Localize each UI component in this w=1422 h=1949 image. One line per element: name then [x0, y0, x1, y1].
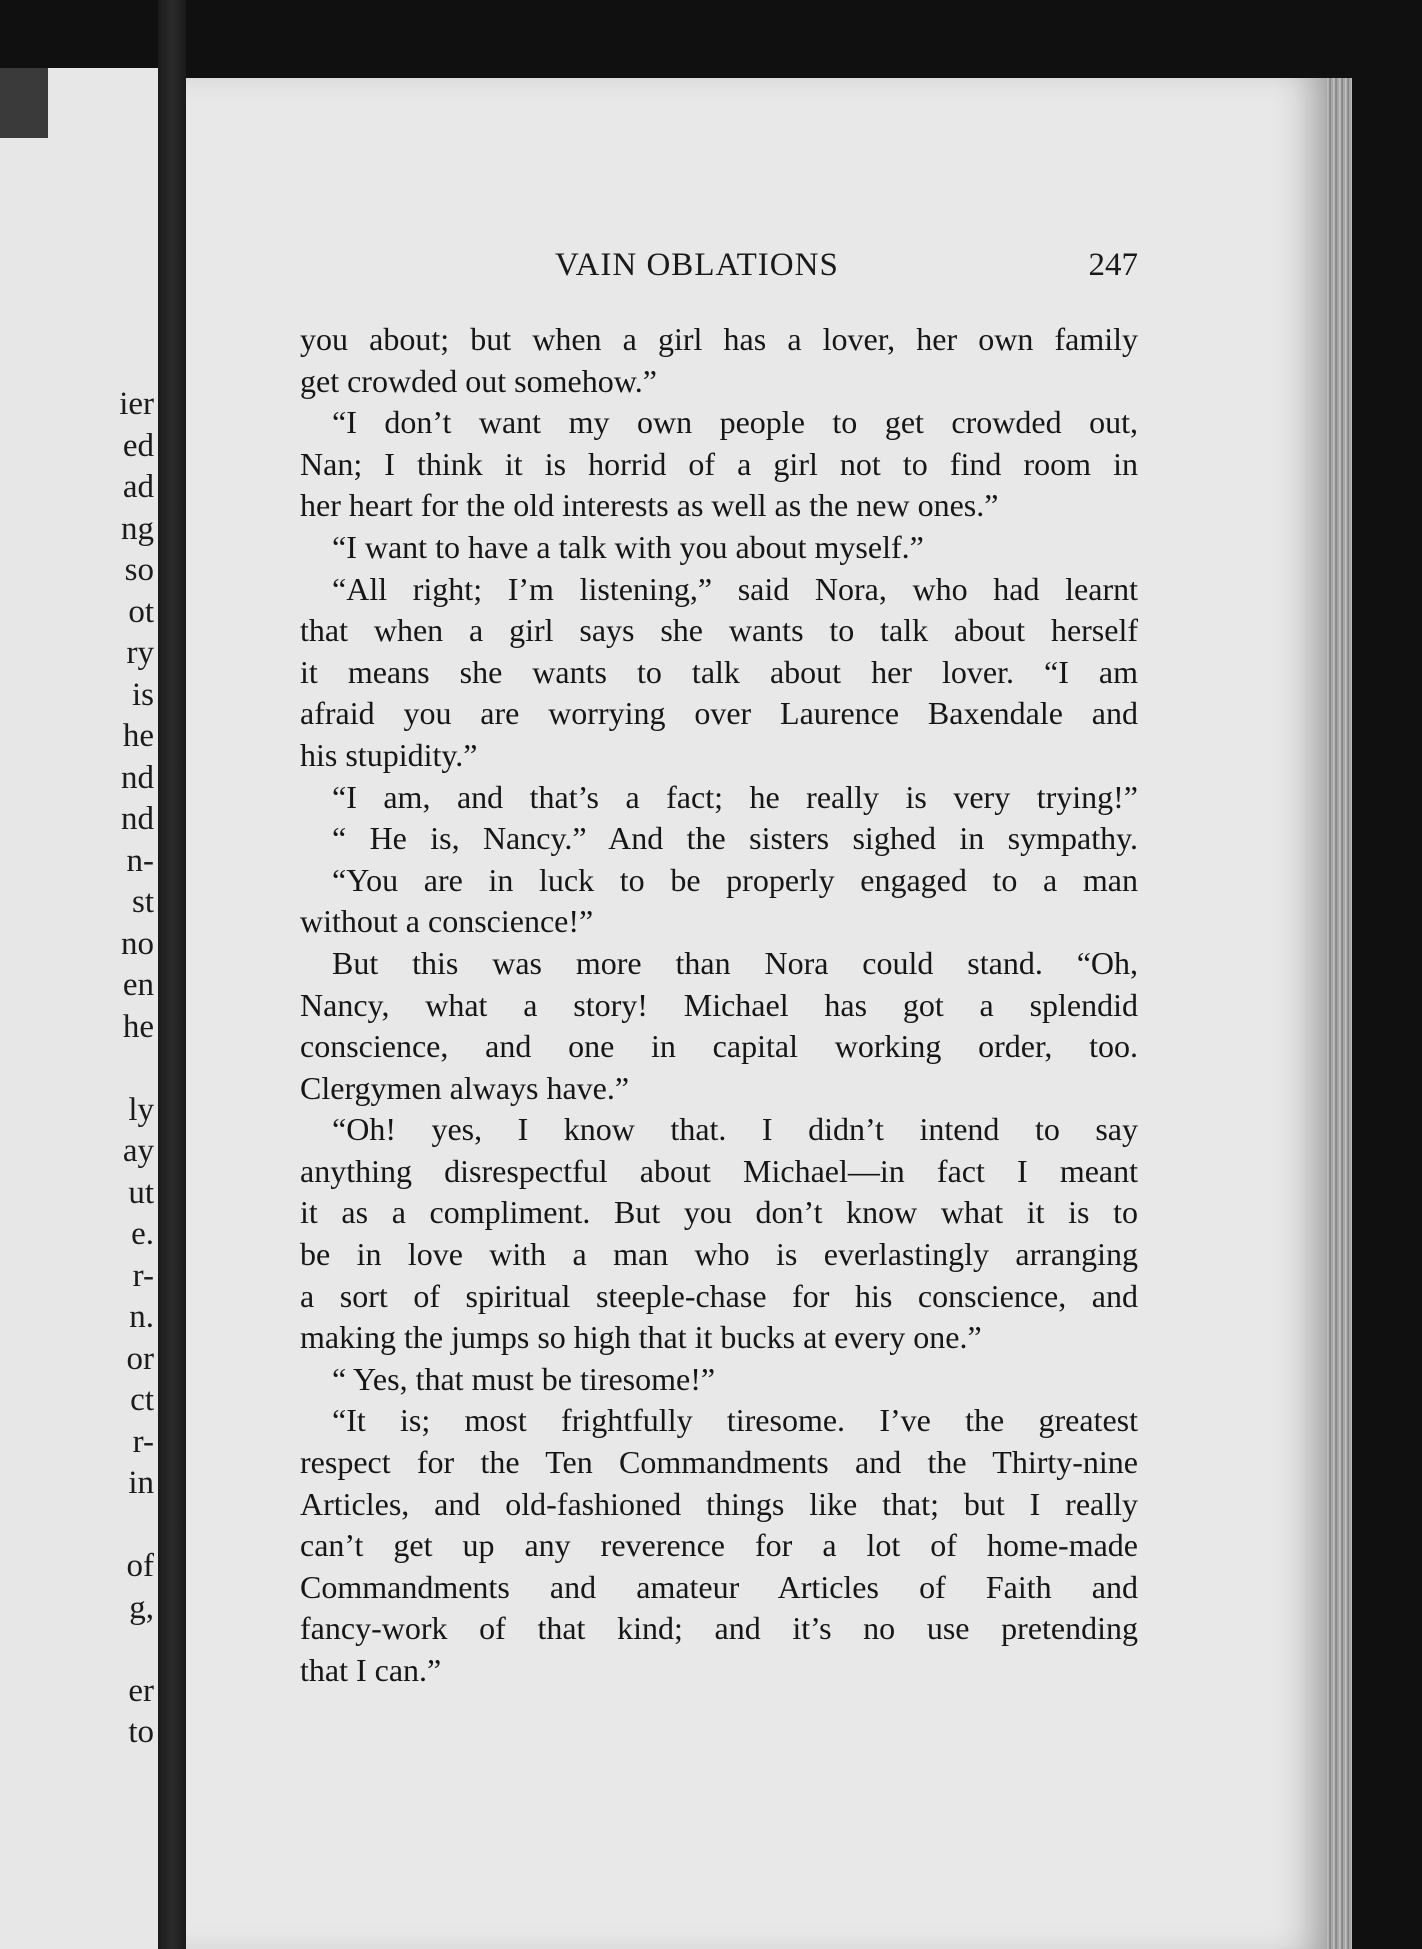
left-page-fragment: in	[128, 1465, 154, 1501]
text-line: a sort of spiritual steeple-chase for his conscience, and	[300, 1277, 1138, 1314]
text-line: it as a compliment. But you don’t know what it is to	[300, 1194, 1138, 1231]
text-line: you about; but when a girl has a lover, her own family	[300, 321, 1138, 357]
text-line: Nan; I think it is horrid of a girl not to find room in	[300, 445, 1138, 482]
left-page-fragment: ot	[128, 593, 154, 630]
left-page-fragment: no	[121, 925, 154, 962]
text-line: conscience, and one in capital working order, too.	[300, 1028, 1138, 1065]
text-line: that I can.”	[300, 1652, 442, 1688]
left-page-fragment: of	[126, 1548, 154, 1584]
running-head	[300, 247, 1138, 291]
text-line: “ Yes, that must be tiresome!”	[332, 1360, 716, 1397]
text-line: can’t get up any reverence for a lot of home-made	[300, 1527, 1138, 1564]
text-line: Articles, and old-fashioned things like that; but I really	[300, 1485, 1138, 1522]
text-line: “ He is, Nancy.” And the sisters sighed in sympathy.	[332, 820, 1138, 857]
text-line: “I want to have a talk with you about myself.”	[332, 528, 924, 565]
text-line: making the jumps so high that it bucks at every one.”	[300, 1319, 982, 1356]
text-line: Commandments and amateur Articles of Faith and	[300, 1568, 1138, 1605]
left-page-fragment: n.	[129, 1299, 154, 1335]
left-page-fragment	[0, 1048, 158, 1090]
text-line: Clergymen always have.”	[300, 1069, 630, 1106]
page-number: 247	[1088, 247, 1138, 283]
text-line: “All right; I’m listening,” said Nora, who had learnt	[332, 570, 1138, 607]
text-line: it means she wants to talk about her lover. “I am	[300, 653, 1138, 690]
text-line: “I don’t want my own people to get crowded out,	[332, 404, 1138, 441]
left-page-fragment: st	[131, 884, 154, 920]
text-line: be in love with a man who is everlastingly arranging	[300, 1236, 1138, 1273]
left-page-fragment: he	[122, 718, 154, 754]
text-line: “Oh! yes, I know that. I didn’t intend to say	[332, 1111, 1138, 1148]
text-line: “I am, and that’s a fact; he really is very trying!”	[332, 778, 1138, 815]
left-page-fragment: ut	[128, 1174, 154, 1211]
left-page-fragment: he	[122, 1008, 154, 1045]
left-page-fragment	[0, 1629, 158, 1671]
left-page-fragment: n-	[126, 842, 154, 879]
left-page-fragment: ier	[119, 386, 154, 422]
text-line: “It is; most frightfully tiresome. I’ve the greatest	[332, 1402, 1138, 1439]
left-page-fragment: en	[122, 967, 154, 1003]
text-line: that when a girl says she wants to talk about herself	[300, 612, 1138, 649]
book-gutter	[158, 0, 186, 1949]
text-line: his stupidity.”	[300, 736, 478, 773]
text-line: respect for the Ten Commandments and the Thirty-nine	[300, 1444, 1138, 1481]
text-line: anything disrespectful about Michael—in fact I meant	[300, 1152, 1138, 1189]
page-edge-stack	[1326, 78, 1352, 1949]
left-page-fragment: ng	[121, 510, 154, 547]
left-page-fragment: r-	[132, 1257, 154, 1294]
text-line: fancy-work of that kind; and it’s no use pretending	[300, 1610, 1138, 1647]
left-page-fragment: nd	[121, 801, 154, 837]
left-page-fragment: er	[128, 1672, 154, 1709]
left-page-text-fragments	[0, 384, 158, 1754]
running-title: VAIN OBLATIONS	[555, 247, 839, 283]
text-line: afraid you are worrying over Laurence Baxendale and	[300, 695, 1138, 732]
left-page-fragment: ay	[122, 1133, 154, 1169]
left-page-fragment: g,	[129, 1589, 154, 1626]
text-line: But this was more than Nora could stand. “Oh,	[332, 944, 1138, 981]
left-page-fragment: ly	[128, 1091, 154, 1128]
text-line: “You are in luck to be properly engaged to a man	[332, 861, 1138, 898]
left-page-fragment: e.	[131, 1216, 154, 1252]
left-page-fragment: ry	[126, 635, 154, 671]
left-page-fragment	[0, 1505, 158, 1547]
text-line: Nancy, what a story! Michael has got a splendid	[300, 986, 1138, 1023]
left-page-corner-shadow	[0, 68, 48, 138]
left-page-fragment: so	[124, 552, 154, 588]
text-line: her heart for the old interests as well as the new ones.”	[300, 487, 999, 524]
left-page-fragment: r-	[132, 1423, 154, 1460]
left-page-fragment: to	[128, 1714, 154, 1750]
left-page-fragment: or	[126, 1340, 154, 1377]
text-line: get crowded out somehow.”	[300, 362, 657, 399]
left-page-fragment: is	[131, 676, 154, 713]
left-page-fragment: ct	[130, 1382, 154, 1418]
left-page-fragment: ad	[122, 469, 154, 505]
body-text	[300, 319, 1138, 1692]
text-line: without a conscience!”	[300, 903, 594, 940]
left-page-fragment: nd	[121, 759, 154, 796]
left-page-fragment: ed	[122, 427, 154, 464]
facing-left-page	[0, 68, 158, 1949]
